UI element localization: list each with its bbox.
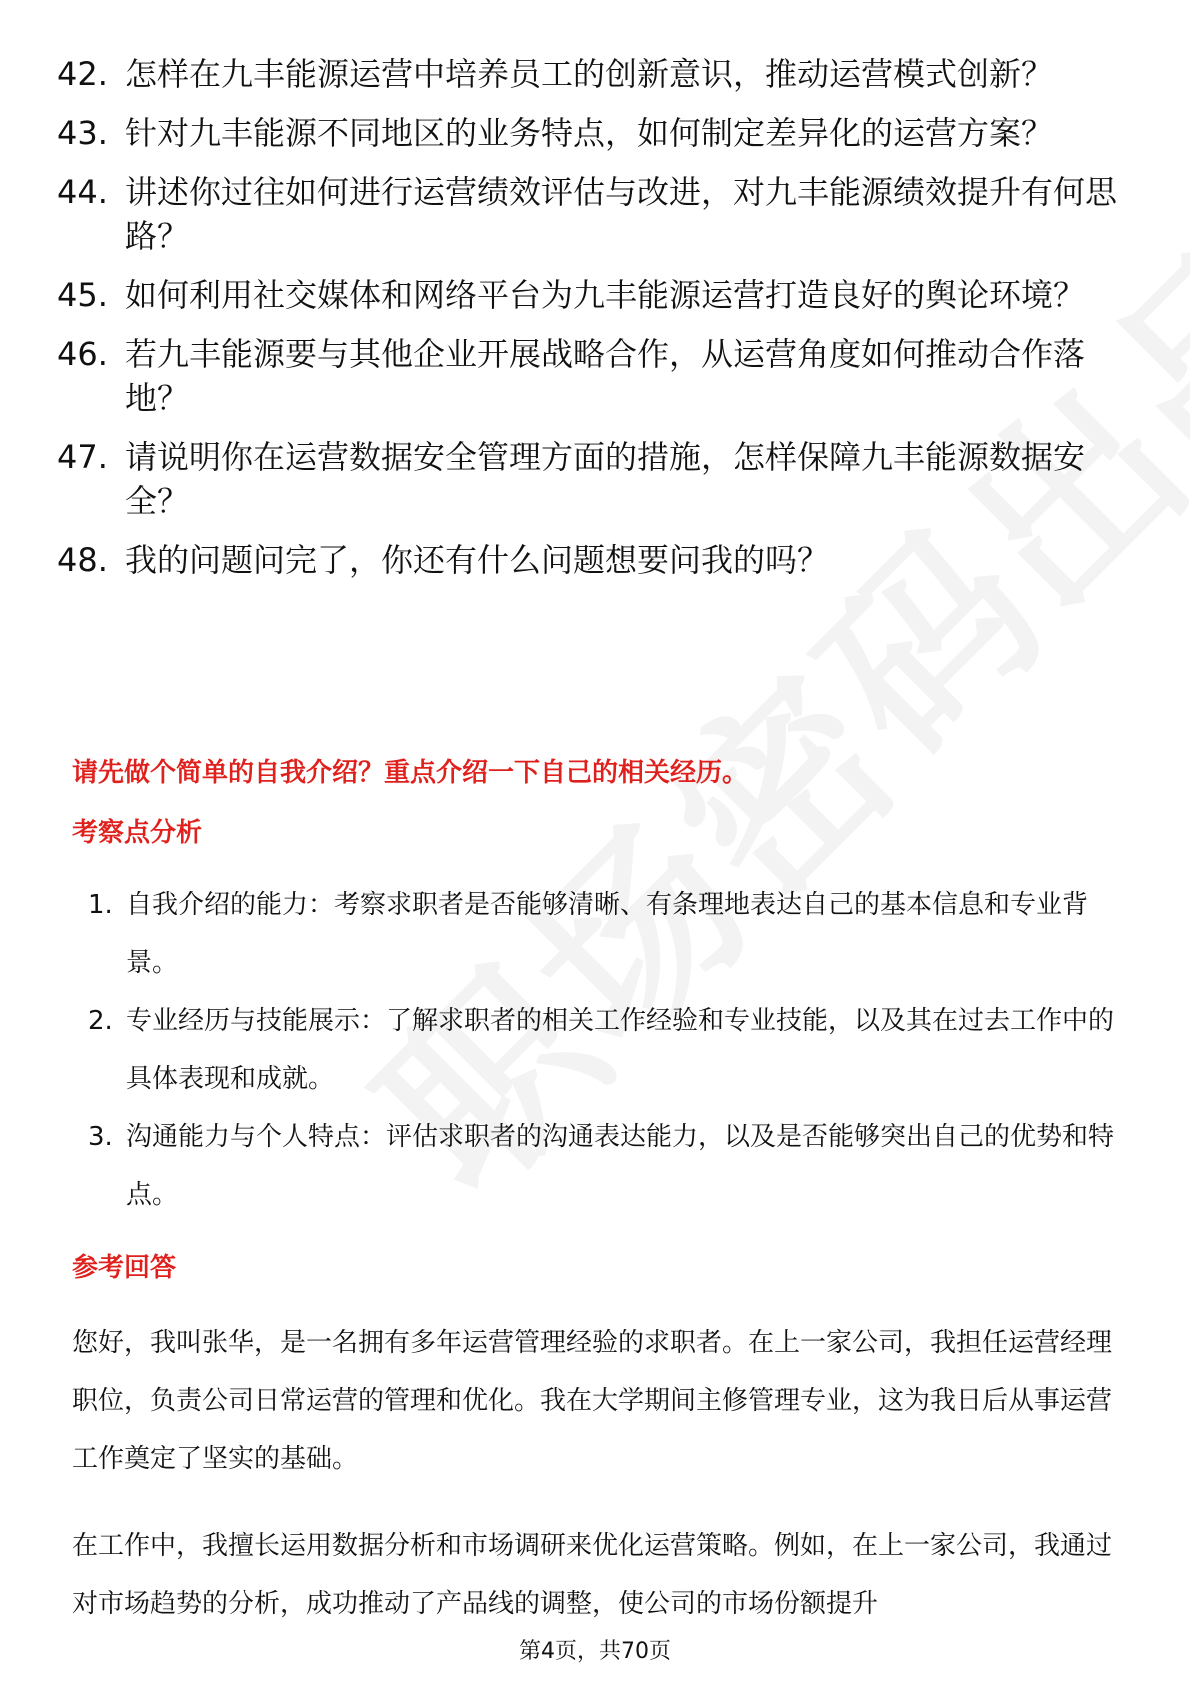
analysis-text: 专业经历与技能展示：了解求职者的相关工作经验和专业技能，以及其在过去工作中的具体表现和成就。 bbox=[126, 1006, 1115, 1094]
question-number: 44. bbox=[57, 173, 108, 211]
answer-paragraph: 在工作中，我擅长运用数据分析和市场调研来优化运营策略。例如，在上一家公司，我通过对市场趋势的分析，成功推动了产品线的调整，使公司的市场份额提升 bbox=[72, 1531, 1113, 1619]
interview-question-title: 请先做个简单的自我介绍？重点介绍一下自己的相关经历。 bbox=[72, 758, 749, 788]
question-text: 若九丰能源要与其他企业开展战略合作，从运营角度如何推动合作落地？ bbox=[125, 335, 1086, 417]
question-item bbox=[57, 111, 1137, 155]
question-item bbox=[57, 273, 1137, 317]
question-text: 如何利用社交媒体和网络平台为九丰能源运营打造良好的舆论环境？ bbox=[125, 276, 1086, 314]
question-text: 怎样在九丰能源运营中培养员工的创新意识，推动运营模式创新？ bbox=[125, 55, 1054, 93]
question-text: 请说明你在运营数据安全管理方面的措施，怎样保障九丰能源数据安全？ bbox=[125, 438, 1086, 520]
analysis-item bbox=[88, 876, 1128, 992]
answer-paragraph: 您好，我叫张华，是一名拥有多年运营管理经验的求职者。在上一家公司，我担任运营经理职位，负责公司日常运营的管理和优化。我在大学期间主修管理专业，这为我日后从事运营工作奠定了坚实的基础。 bbox=[72, 1328, 1113, 1474]
question-number: 45. bbox=[57, 276, 108, 314]
question-list bbox=[57, 52, 1137, 597]
question-item bbox=[57, 332, 1137, 420]
question-number: 46. bbox=[57, 335, 108, 373]
question-item bbox=[57, 435, 1137, 523]
question-number: 43. bbox=[57, 114, 108, 152]
analysis-heading: 考察点分析 bbox=[72, 818, 203, 848]
analysis-list bbox=[88, 876, 1128, 1224]
question-text: 我的问题问完了，你还有什么问题想要问我的吗？ bbox=[125, 541, 830, 579]
analysis-text: 沟通能力与个人特点：评估求职者的沟通表达能力，以及是否能够突出自己的优势和特点。 bbox=[126, 1122, 1115, 1210]
question-item bbox=[57, 52, 1137, 96]
analysis-item bbox=[88, 1108, 1128, 1224]
analysis-number: 2. bbox=[88, 1006, 113, 1036]
question-text: 讲述你过往如何进行运营绩效评估与改进，对九丰能源绩效提升有何思路？ bbox=[125, 173, 1118, 255]
answer-heading: 参考回答 bbox=[72, 1253, 177, 1283]
analysis-number: 3. bbox=[88, 1122, 113, 1152]
question-number: 47. bbox=[57, 438, 108, 476]
question-item bbox=[57, 538, 1137, 582]
question-item bbox=[57, 170, 1137, 258]
page-number: 第4页，共70页 bbox=[519, 1639, 671, 1664]
question-text: 针对九丰能源不同地区的业务特点，如何制定差异化的运营方案？ bbox=[125, 114, 1054, 152]
analysis-text: 自我介绍的能力：考察求职者是否能够清晰、有条理地表达自己的基本信息和专业背景。 bbox=[126, 890, 1089, 978]
analysis-item bbox=[88, 992, 1128, 1108]
question-number: 42. bbox=[57, 55, 108, 93]
analysis-number: 1. bbox=[88, 890, 113, 920]
question-number: 48. bbox=[57, 541, 108, 579]
